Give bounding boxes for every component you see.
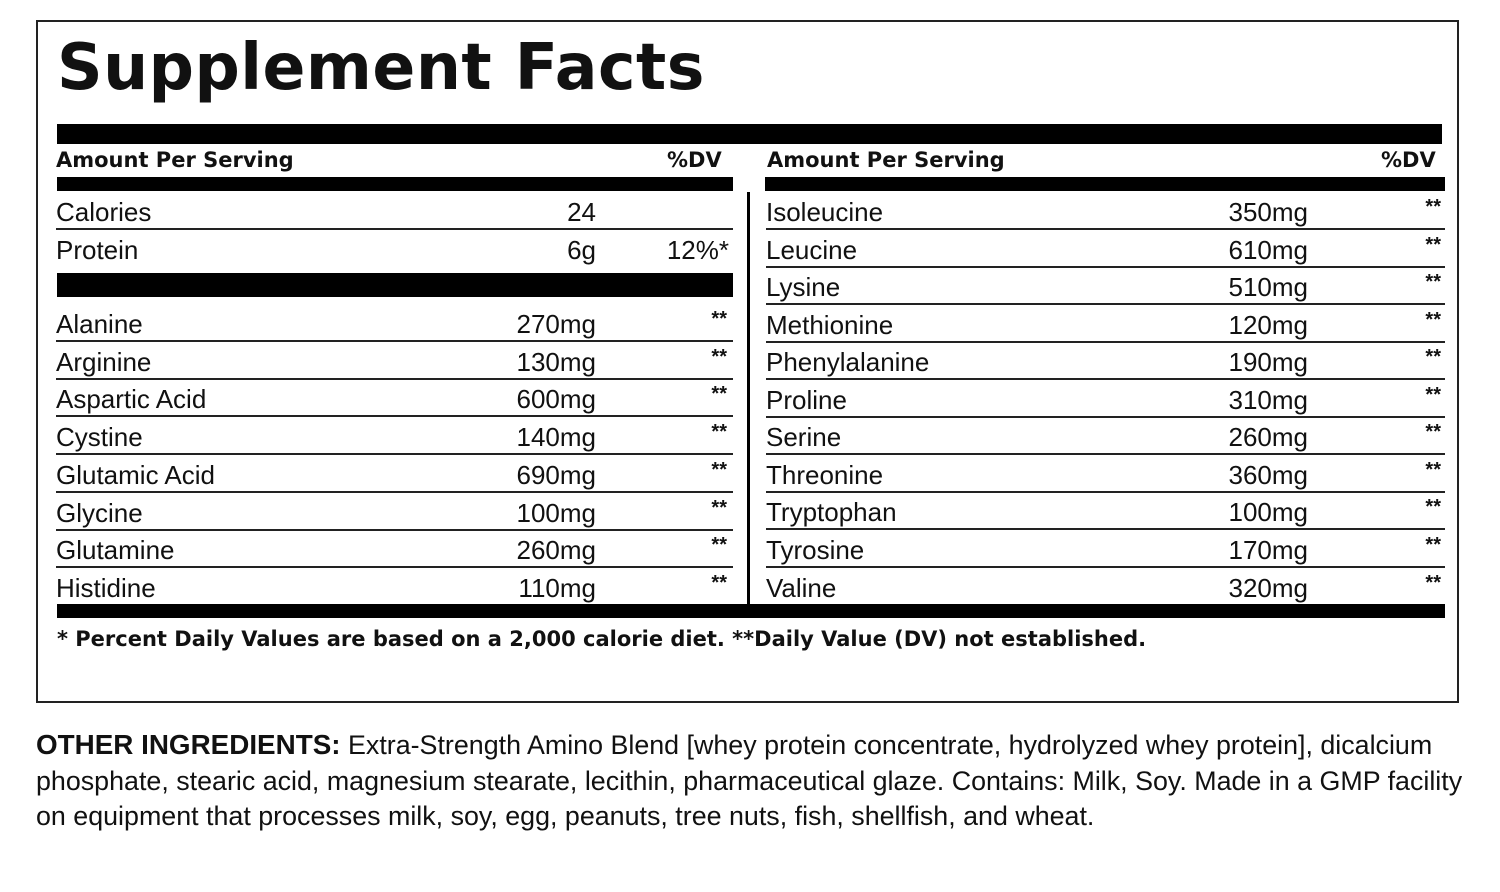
nutrient-dv: ** [1425,271,1441,294]
nutrient-dv: 12%* [666,234,729,265]
right-header-bar [765,177,1445,191]
nutrient-amount: 130mg [516,346,596,377]
nutrient-name: Isoleucine [766,197,884,227]
other-ingredients-line: on equipment that processes milk, soy, egg, peanuts, tree nuts, fish, shellfish, and wheat. [36,801,1095,831]
nutrient-amount: 100mg [1228,497,1308,528]
nutrient-name: Aspartic Acid [56,384,207,415]
nutrient-amount: 270mg [516,309,596,339]
table-row [766,493,1445,530]
nutrient-amount: 260mg [1228,422,1308,453]
row-divider [56,491,733,493]
nutrient-dv: ** [711,383,727,406]
left-dv-header: %DV [667,148,722,172]
table-row [56,193,733,230]
nutrient-name: Cystine [56,422,143,453]
nutrient-dv: ** [1425,571,1441,594]
nutrient-amount: 690mg [516,459,596,490]
nutrient-name: Protein [56,234,139,265]
row-divider [56,529,733,531]
nutrient-dv: ** [711,308,727,330]
table-row [766,381,1445,418]
left-header-bar [57,177,733,191]
nutrient-amount: 170mg [1228,534,1308,565]
nutrient-amount: 350mg [1228,197,1308,227]
nutrient-amount: 260mg [516,535,596,566]
nutrient-name: Glycine [56,497,143,528]
footnote: * Percent Daily Values are based on a 2,000 calorie diet. **Daily Value (DV) not established. [57,627,1147,651]
nutrient-dv: ** [711,458,727,481]
row-divider [56,340,733,342]
other-ingredients-label: OTHER INGREDIENTS: [36,729,341,760]
nutrient-dv: ** [1425,383,1441,406]
nutrient-dv: ** [1425,233,1441,256]
row-divider [56,378,733,380]
nutrient-name: Glutamine [56,535,175,566]
nutrient-dv: ** [711,345,727,368]
nutrient-amount: 610mg [1228,234,1308,265]
nutrient-name: Serine [766,422,842,453]
left-amount-header: Amount Per Serving [56,148,294,172]
nutrient-name: Leucine [766,234,858,265]
table-row [766,268,1445,305]
table-row [766,456,1445,493]
nutrient-name: Alanine [56,309,143,339]
panel-title: Supplement Facts [57,31,705,105]
nutrient-amount: 360mg [1228,459,1308,490]
nutrient-dv: ** [711,571,727,594]
row-divider [56,415,733,417]
table-row [766,193,1445,230]
nutrient-name: Histidine [56,572,156,603]
table-row [56,231,733,268]
table-row [766,418,1445,455]
row-divider [56,566,733,568]
other-ingredients-line: Extra-Strength Amino Blend [whey protein concentrate, hydrolyzed whey protein], dicalcium [348,730,1433,760]
table-row [56,456,733,493]
top-thick-bar [57,124,1442,144]
table-row [56,418,733,455]
nutrient-amount: 100mg [516,497,596,528]
nutrient-amount: 6g [567,234,596,265]
nutrient-dv: ** [1425,458,1441,481]
column-divider [747,192,750,604]
nutrient-name: Threonine [766,459,884,490]
nutrient-name: Tryptophan [766,497,897,528]
nutrient-dv: ** [1425,533,1441,556]
bottom-thick-bar [57,604,1445,618]
nutrient-dv: ** [1425,308,1441,331]
table-row [766,569,1445,606]
right-amount-header: Amount Per Serving [767,148,1005,172]
nutrient-amount: 510mg [1228,272,1308,303]
nutrient-name: Methionine [766,309,894,340]
nutrient-amount: 600mg [516,384,596,415]
nutrient-name: Valine [766,572,837,603]
nutrient-dv: ** [1425,421,1441,444]
nutrient-dv: ** [711,496,727,519]
table-row [766,306,1445,343]
nutrient-amount: 310mg [1228,384,1308,415]
nutrient-amount: 320mg [1228,572,1308,603]
table-row [56,305,733,342]
nutrient-dv: ** [1425,346,1441,369]
table-row [56,569,733,606]
nutrient-dv: ** [1425,196,1441,218]
nutrient-name: Lysine [766,272,841,303]
nutrient-dv: ** [711,534,727,557]
table-row [56,531,733,568]
nutrient-amount: 190mg [1228,347,1308,378]
other-ingredients [36,727,1463,835]
nutrient-amount: 110mg [518,572,596,603]
other-ingredients-line: phosphate, stearic acid, magnesium stearate, lecithin, pharmaceutical glaze. Contains: Milk, Soy. Made in a GMP facility [36,765,1463,796]
nutrient-name: Proline [766,384,847,415]
table-row [766,231,1445,268]
left-separator-bar [57,273,733,297]
nutrient-name: Glutamic Acid [56,459,215,490]
nutrient-amount: 120mg [1228,309,1308,340]
nutrient-name: Phenylalanine [766,347,930,378]
row-divider [56,453,733,455]
table-row [56,343,733,380]
nutrient-name: Arginine [56,346,152,377]
nutrient-name: Calories [56,197,152,227]
nutrient-dv: ** [1425,496,1441,519]
table-row [766,531,1445,568]
nutrient-name: Tyrosine [766,534,865,565]
table-row [766,343,1445,380]
nutrient-amount: 24 [567,197,596,227]
nutrient-dv: ** [711,421,727,444]
table-row [56,494,733,531]
nutrient-amount: 140mg [516,422,596,453]
table-row [56,380,733,417]
right-dv-header: %DV [1381,148,1436,172]
